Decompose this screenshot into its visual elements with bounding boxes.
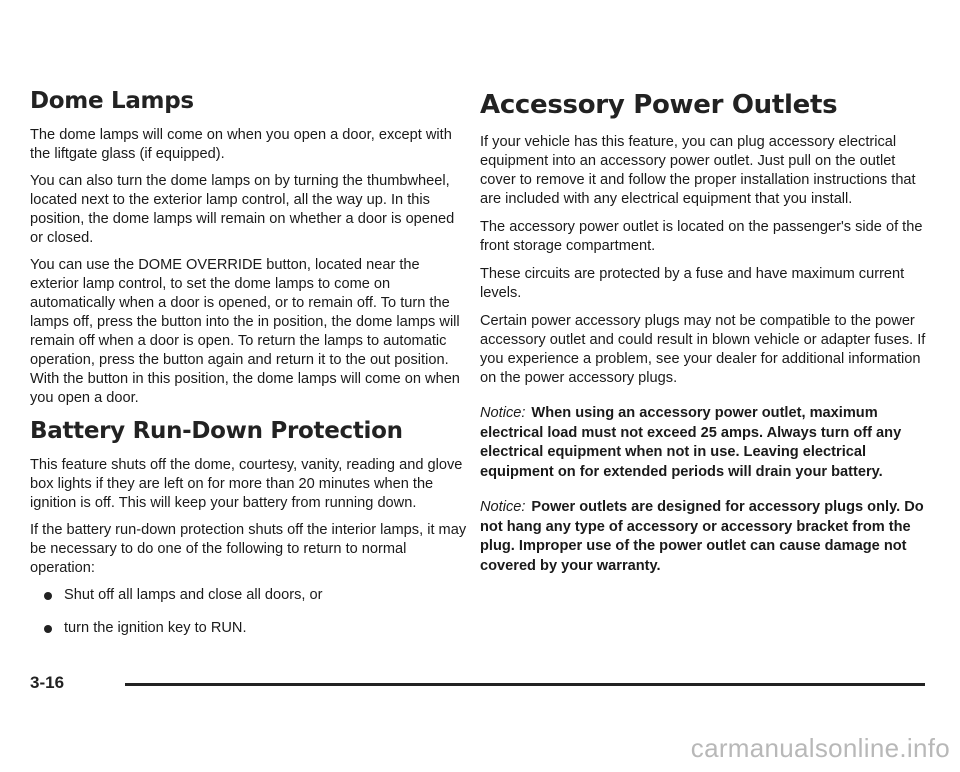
accessory-paragraph-4: Certain power accessory plugs may not be compatible to the power accessory outlet and could result in blown vehicle or adapter fuses. If you experience a problem, see your dealer for additional information on the power accessory plugs. bbox=[480, 313, 926, 386]
list-item bbox=[44, 586, 470, 605]
dome-paragraph-1: The dome lamps will come on when you open a door, except with the liftgate glass (if equipped). bbox=[30, 127, 452, 162]
battery-protection-heading: Battery Run-Down Protection bbox=[30, 418, 403, 444]
notice-label: Notice: bbox=[480, 499, 526, 515]
dome-paragraph-3: You can use the DOME OVERRIDE button, located near the exterior lamp control, to set the dome lamps to come on automatically when a door is opened, or to remain off. To turn the lamps off, press the button into the in position, the dome lamps will remain off when a door is open. To return the lamps to automatic operation, press the button again and return it to the out position. With the button in this position, the dome lamps will come on when you open a door. bbox=[30, 257, 460, 406]
notice-plug-usage bbox=[480, 498, 930, 576]
battery-paragraph-1: This feature shuts off the dome, courtesy, vanity, reading and glove box lights if they are left on for more than 20 minutes when the ignition is off. This will keep your battery from running down. bbox=[30, 457, 463, 511]
battery-steps-list bbox=[30, 586, 470, 638]
accessory-outlets-heading: Accessory Power Outlets bbox=[480, 90, 838, 120]
accessory-paragraph-1: If your vehicle has this feature, you can plug accessory electrical equipment into an accessory power outlet. Just pull on the outlet cover to remove it and follow the proper installation instructions that are included with any electrical equipment that you install. bbox=[480, 134, 916, 207]
footer-divider bbox=[125, 683, 925, 686]
bullet-icon bbox=[44, 592, 52, 600]
list-item-text: turn the ignition key to RUN. bbox=[64, 620, 247, 636]
list-item bbox=[44, 619, 470, 638]
right-column bbox=[480, 90, 930, 576]
dome-lamps-heading: Dome Lamps bbox=[30, 88, 194, 114]
notice-load-limit bbox=[480, 404, 930, 482]
dome-paragraph-2: You can also turn the dome lamps on by turning the thumbwheel, located next to the exterior lamp control, all the way up. In this position, the dome lamps will remain on whether a door is opened or closed. bbox=[30, 173, 455, 246]
notice-text: When using an accessory power outlet, maximum electrical load must not exceed 25 amps. Always turn off any electrical equipment when not in use. Leaving electrical equipment on for extended periods will drain your battery. bbox=[480, 405, 902, 480]
accessory-paragraph-3: These circuits are protected by a fuse and have maximum current levels. bbox=[480, 266, 905, 301]
accessory-paragraph-2: The accessory power outlet is located on the passenger's side of the front storage compartment. bbox=[480, 219, 923, 254]
notice-label: Notice: bbox=[480, 405, 526, 421]
battery-paragraph-2: If the battery run-down protection shuts off the interior lamps, it may be necessary to do one of the following to return to normal operation: bbox=[30, 522, 467, 576]
bullet-icon bbox=[44, 625, 52, 633]
page-number: 3-16 bbox=[30, 673, 65, 692]
watermark: carmanualsonline.info bbox=[690, 733, 950, 763]
list-item-text: Shut off all lamps and close all doors, or bbox=[64, 587, 323, 603]
notice-text: Power outlets are designed for accessory plugs only. Do not hang any type of accessory or accessory bracket from the plug. Improper use of the power outlet can cause damage not covered by your warranty. bbox=[480, 499, 924, 574]
left-column bbox=[30, 88, 470, 652]
